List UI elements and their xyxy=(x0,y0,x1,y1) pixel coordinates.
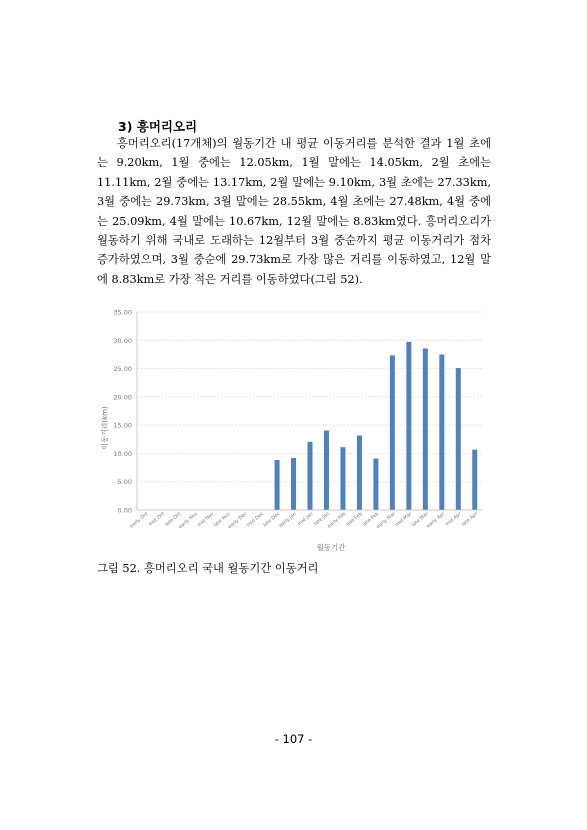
bar xyxy=(456,368,461,510)
bar xyxy=(373,459,378,510)
x-tick-label: late Feb xyxy=(362,511,381,528)
bar xyxy=(308,442,313,510)
x-axis-label: 월동기간 xyxy=(316,543,346,552)
bar xyxy=(291,458,296,510)
y-tick-label: 30.00 xyxy=(113,336,132,345)
y-tick-label: 35.00 xyxy=(113,308,132,317)
y-axis xyxy=(113,309,137,515)
bar xyxy=(340,447,345,510)
y-tick-label: 5.00 xyxy=(117,478,132,487)
x-tick-label: early Nov xyxy=(178,511,199,531)
y-tick-label: 20.00 xyxy=(113,393,132,402)
x-tick-label: mid Oct xyxy=(148,511,166,528)
section-heading: 3) 흥머리오리 xyxy=(118,119,198,134)
bar xyxy=(275,460,280,510)
x-tick-label: late Nov xyxy=(213,511,232,529)
figure-caption: 그림 52. 흥머리오리 국내 월동기간 이동거리 xyxy=(97,562,319,575)
bar xyxy=(324,431,329,510)
x-tick-label: early Mar xyxy=(376,511,397,531)
y-tick-label: 25.00 xyxy=(113,365,132,374)
x-tick-label: early Feb xyxy=(327,511,348,530)
x-tick-label: mid Apr xyxy=(444,511,463,528)
y-tick-label: 15.00 xyxy=(113,421,132,430)
bar xyxy=(357,435,362,510)
x-tick-label: mid Nov xyxy=(196,511,216,529)
x-tick-label: early Oct xyxy=(129,511,150,530)
y-tick-label: 0.00 xyxy=(117,506,132,515)
x-tick-label: mid Jan xyxy=(297,511,315,528)
x-tick-label: late Apr xyxy=(461,511,480,528)
body-paragraph xyxy=(97,134,491,289)
x-tick-label: mid Feb xyxy=(345,511,364,528)
paragraph-text: 흥머리오리(17개체)의 월동기간 내 평균 이동거리를 분석한 결과 1월 초에는 9.20km, 1월 중에는 12.05km, 1월 말에는 14.05km, 2월 초에는 11.11km, 2월 중에는 13.17km, 2월 말에는 9.10km, 3월 초에는 27.33km, 3월 중에는 29.73km, 3월 말에는 28.55km, 4월 초에는 27.48km, 4월 중에는 25.09km, 4월 말에는 10.67km, 12월 말에는 8.83km였다. 흥머리오리가 월동하기 위해 국내로 도래하는 12월부터 3월 중순까지 평균 이동거리가 점차 증가하였으며, 3월 중순에 29.73km로 가장 많은 거리를 이동하였고, 12월 말에 8.83km로 가장 적은 거리를 이동하였다(그림 52). xyxy=(97,137,491,286)
bar xyxy=(472,450,477,510)
x-tick-label: early Jan xyxy=(278,511,298,530)
x-tick-label: mid Dec xyxy=(246,511,265,529)
bar xyxy=(390,355,395,510)
x-tick-label: early Apr xyxy=(426,511,447,530)
y-tick-label: 10.00 xyxy=(113,449,132,458)
x-tick-label: late Dec xyxy=(262,511,282,529)
bar xyxy=(406,342,411,510)
x-tick-label: early Dec xyxy=(227,511,249,531)
x-axis xyxy=(129,510,483,530)
y-axis-label: 이동거리(km) xyxy=(101,406,109,450)
page-number: - 107 - xyxy=(274,732,313,746)
bar xyxy=(439,355,444,510)
x-tick-label: mid Mar xyxy=(394,511,414,529)
movement-distance-chart xyxy=(97,300,497,558)
bar xyxy=(423,348,428,510)
x-tick-label: late Jan xyxy=(313,511,331,528)
x-tick-label: late Mar xyxy=(411,511,430,529)
x-tick-label: late Oct xyxy=(164,511,183,528)
chart-bars xyxy=(275,342,478,510)
